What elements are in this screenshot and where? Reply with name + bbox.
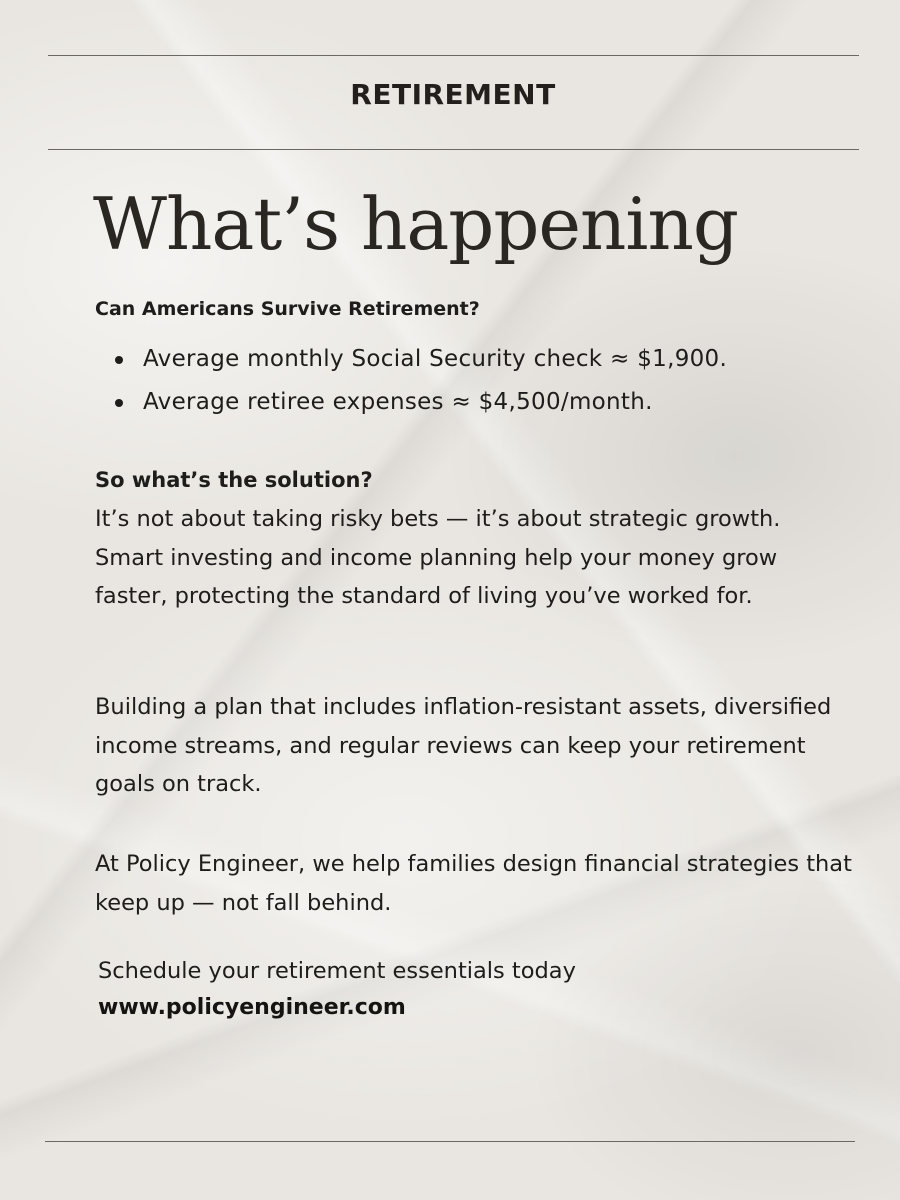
list-item (95, 338, 727, 381)
company-paragraph: At Policy Engineer, we help families design financial strategies that keep up — not fall behind. (95, 851, 852, 916)
bottom-divider (45, 1141, 855, 1142)
bullet-icon (115, 399, 123, 407)
category-label: RETIREMENT (350, 78, 556, 111)
solution-paragraph: It’s not about taking risky bets — it’s about strategic growth. Smart investing and income planning help your money grow faster, protecting the standard of living you’ve worked for. (95, 506, 781, 609)
facts-list (95, 338, 727, 424)
fact-text: Average retiree expenses ≈ $4,500/month. (143, 389, 653, 415)
bullet-icon (115, 356, 123, 364)
plan-paragraph: Building a plan that includes inflation-resistant assets, diversified income streams, and regular reviews can keep your retirement goals on track. (95, 694, 832, 797)
intro-question: Can Americans Survive Retirement? (95, 298, 480, 320)
top-divider (48, 55, 859, 56)
solution-heading: So what’s the solution? (95, 468, 373, 492)
page-title: What’s happening (93, 182, 738, 266)
list-item (95, 381, 727, 424)
fact-text: Average monthly Social Security check ≈ $1,900. (143, 346, 728, 372)
call-to-action: Schedule your retirement essentials today (98, 958, 576, 984)
website-link[interactable]: www.policyengineer.com (98, 995, 406, 1020)
header-divider (48, 149, 859, 150)
